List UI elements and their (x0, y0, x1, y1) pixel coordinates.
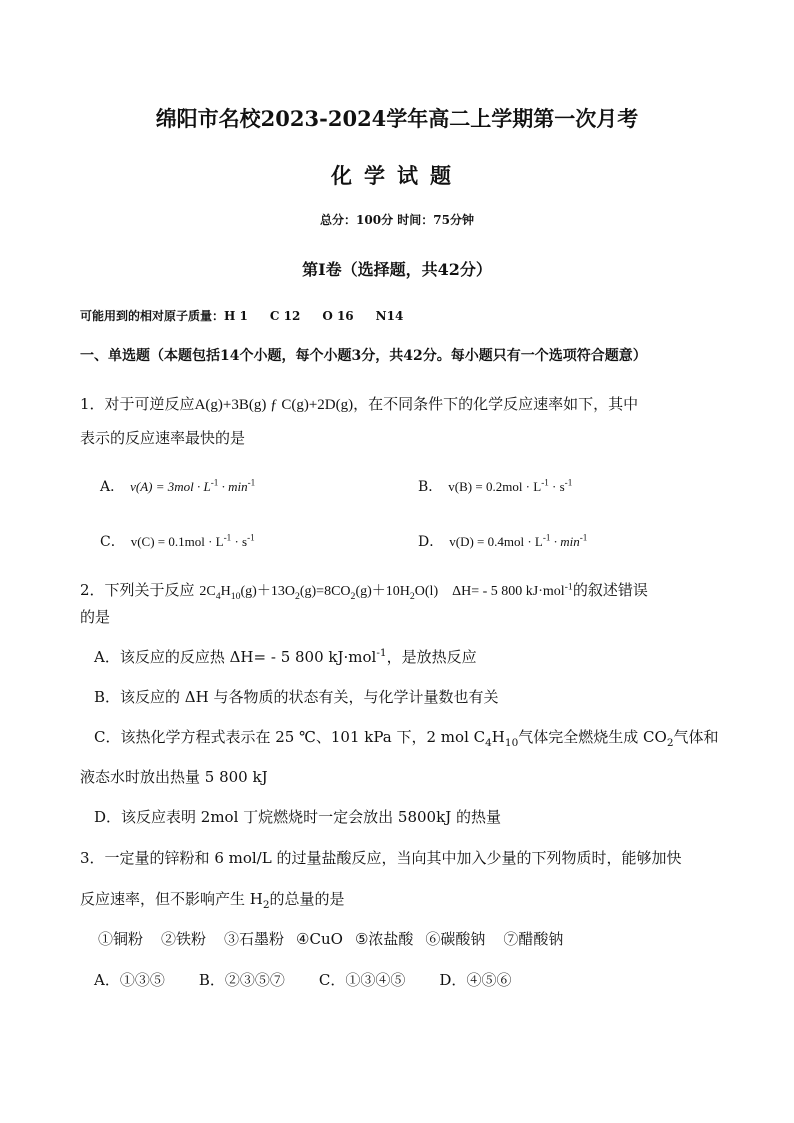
masses-label: 可能用到的相对原子质量： (80, 309, 225, 323)
mass-item: H 1 (224, 309, 248, 323)
q1-number: 1． (80, 395, 105, 413)
option-label: D． (418, 534, 444, 550)
exam-title: 绵阳市名校2023-2024学年高二上学期第一次月考 (155, 106, 639, 131)
substance-item: ⑥碳酸钠 (425, 930, 486, 948)
q3-option-d: D．④⑤⑥ (439, 971, 512, 989)
q3-options (94, 969, 511, 990)
exam-info: 总分：100分 时间：75分钟 (320, 213, 474, 227)
q3-stem-line2: 反应速率，但不影响产生 $H_2$的总量的是 (80, 890, 345, 911)
q2-option-a: A．该反应的反应热 ΔH= - 5 800 kJ·mol$^{-1}$，是放热反应 (94, 647, 477, 666)
q1-stem (80, 393, 638, 414)
q2-option-d: D．该反应表明 2mol 丁烷燃烧时一定会放出 5800kJ 的热量 (94, 808, 501, 826)
substance-item: ④CuO (296, 930, 343, 948)
q2-stem: 2．下列关于反应 $2C_4H_{10}(g)+13O_2(g)=8CO_2(g)+10H_2O(l)$ ΔH= - 5 800 kJ·mol$^{-1}$的叙述错误 (80, 581, 648, 602)
q1-stem-prefix: 对于可逆反应 (104, 395, 195, 413)
substance-item: ③石墨粉 (224, 930, 285, 948)
option-label: A． (100, 479, 125, 495)
mass-item: C 12 (269, 309, 301, 323)
substance-item: ⑦醋酸钠 (503, 930, 564, 948)
q3-option-b: B．②③⑤⑦ (198, 971, 285, 989)
section-heading: 第Ⅰ卷（选择题，共42分） (302, 260, 492, 279)
atomic-masses (80, 307, 425, 324)
q3-substances (98, 928, 563, 949)
q2-equation: $2C_4H_{10}(g)+13O_2(g)=8CO_2(g)+10H_2O(l)$ ΔH= - 5 800 kJ·mol$^{-1}$ (199, 581, 573, 602)
q1-stem-line2: 表示的反应速率最快的是 (80, 429, 246, 447)
substance-item: ②铁粉 (161, 930, 207, 948)
q2-option-c: C．该热化学方程式表示在 25 ℃、101 kPa 下，2 mol $C_4H_{10}$气体完全燃烧生成 $CO_2$气体和 (94, 728, 719, 749)
q1-option-c (100, 531, 255, 551)
option-expr: $v(C) = 0.1mol \cdot L^{-1} \cdot s^{-1}$ (130, 532, 255, 549)
mass-item: O 16 (322, 309, 354, 323)
q3-option-a: A．①③⑤ (94, 971, 165, 989)
q1-option-a (100, 476, 255, 496)
q1-stem-suffix: ，在不同条件下的化学反应速率如下，其中 (353, 395, 639, 413)
q2-option-b: B．该反应的 ΔH 与各物质的状态有关，与化学计量数也有关 (94, 688, 499, 706)
option-expr: $v(B) = 0.2mol \cdot L^{-1} \cdot s^{-1}$ (448, 477, 573, 494)
substance-item: ①铜粉 (98, 930, 144, 948)
q3-number: 3． (80, 849, 105, 867)
mass-item: N14 (375, 309, 404, 323)
q3-stem: 3．一定量的锌粉和 6 mol/L 的过量盐酸反应，当向其中加入少量的下列物质时，能够加快 (80, 849, 682, 867)
q1-option-d (418, 531, 587, 551)
subject-title: 化学试题 (331, 163, 463, 188)
q3-option-c: C．①③④⑤ (318, 971, 406, 989)
substance-item: ⑤浓盐酸 (354, 930, 414, 948)
option-expr: $v(A) = 3mol \cdot L^{-1} \cdot \min^{-1}$ (130, 477, 256, 494)
q1-reaction: A(g)+3B(g) ƒ C(g)+2D(g) (194, 397, 354, 413)
q2-option-c-line2: 液态水时放出热量 5 800 kJ (80, 768, 268, 786)
option-label: C． (100, 534, 125, 550)
option-expr: $v(D) = 0.4mol \cdot L^{-1} \cdot \min^{-1}$ (449, 532, 588, 549)
q2-number: 2． (80, 581, 105, 599)
option-label: B． (418, 479, 443, 495)
q1-option-b (418, 476, 572, 496)
part-heading: 一、单选题（本题包括14个小题，每个小题3分，共42分。每小题只有一个选项符合题意） (80, 348, 647, 364)
q2-stem-line2: 的是 (80, 608, 111, 626)
